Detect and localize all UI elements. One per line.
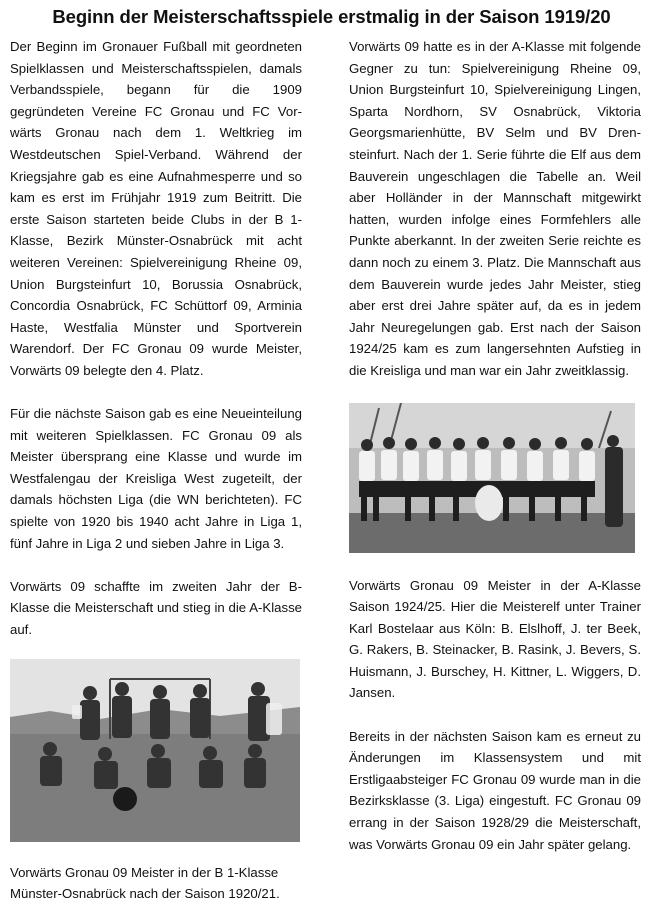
left-photo-caption: Vorwärts Gronau 09 Meister in der B 1-Klasse Münster-Osnabrück nach der Saison 1920/21. xyxy=(10,864,280,902)
left-column xyxy=(10,36,302,905)
team-photo-1924-25 xyxy=(349,403,635,553)
team-photo-1920-21 xyxy=(10,659,300,842)
team-photo-1924-25-image xyxy=(349,403,635,553)
right-paragraph-2: Bereits in der nächsten Saison kam es erneut zu Änderungen im Klassensystem und mit Erstligaabsteiger FC Gronau 09 wurde man in die Bezirksklasse (3. Liga) eingestuft. FC Gronau 09 errang in der Saison 1928/29 die Meisterschaft, was Vorwärts Gronau 09 ein Jahr später gelang. xyxy=(349,728,641,852)
left-paragraph-1: Der Beginn im Gronauer Fußball mit geordneten Spielklassen und Meisterschaftsspielen, damals Verbandsspiele, begann für die 1909 gegründeten Vereine FC Gronau und FC Vorwärts Gronau nach dem 1. Weltkrieg im Westdeutschen Spiel-Verband. Während der Kriegsjahre gab es eine Aufnahmesperre und so kam es erst im Frühjahr 1919 zum Beitritt. Die erste Saison starteten beide Clubs in der B 1-Klasse, Bezirk Münster-Osnabrück mit acht weiteren Vereinen: Spielvereinigung Rheine 09, Union Burgsteinfurt 10, Borussia Osnabrück, Concordia Osnabrück, FC Schüttorf 09, Arminia Haste, Westfalia Münster und Sportverein Warendorf. Der FC Gronau 09 wurde Meister, Vorwärts 09 belegte den 4. Platz. xyxy=(10,39,302,378)
page-title: Beginn der Meisterschaftsspiele erstmalig in der Saison 1919/20 xyxy=(52,6,611,27)
right-photo-caption: Vorwärts Gronau 09 Meister in der A-Klasse Saison 1924/25. Hier die Meisterelf unter Trainer Karl Bostelaar aus Köln: B. Elslhoff, J. ter Beek, G. Rakers, B. Steinacker, B. Rasink, J. Bevers, S. Huismann, J. Burschey, H. Kittner, L. Wiggers, D. Jansen. xyxy=(349,577,641,701)
left-paragraph-2: Für die nächste Saison gab es eine Neueinteilung mit weiteren Spielklassen. FC Gronau 09 als Meister übersprang eine Klasse und wurde im Westfalengau der Kreisliga West zugeteilt, der damals höchsten Liga (die WN berichteten). FC spielte von 1920 bis 1940 acht Jahre in Liga 1, fünf Jahre in Liga 2 und sieben Jahre in Liga 3. xyxy=(10,406,302,551)
team-photo-1920-21-image xyxy=(10,659,300,842)
right-column xyxy=(349,36,641,855)
right-paragraph-1: Vorwärts 09 hatte es in der A-Klasse mit folgende Gegner zu tun: Spielvereinigung Rheine 09, Union Burgsteinfurt 10, Spielvereinigung Lingen, Sparta Nordhorn, SV Osnabrück, Viktoria Georgsmarienhütte, BV Selm und BV Drensteinfurt. Nach der 1. Serie führte die Elf aus dem Bauverein ungeschlagen die Tabelle an. Weil aber Holländer in der Mannschaft mitgewirkt hatten, wurden infolge eines Formfehlers alle Punkte aberkannt. In der zweiten Serie reichte es dann noch zu einem 3. Platz. Die Mannschaft aus dem Bauverein wurde jedes Jahr Meister, stieg aber erst drei Jahre später auf, da es in jedem Jahr Neuregelungen gab. Erst nach der Saison 1924/25 kam es zum langersehnten Aufstieg in die Kreisliga und man war ein Jahr zweitklassig. xyxy=(349,39,641,378)
left-paragraph-3: Vorwärts 09 schaffte im zweiten Jahr der B-Klasse die Meisterschaft und stieg in die A-Klasse auf. xyxy=(10,578,302,638)
